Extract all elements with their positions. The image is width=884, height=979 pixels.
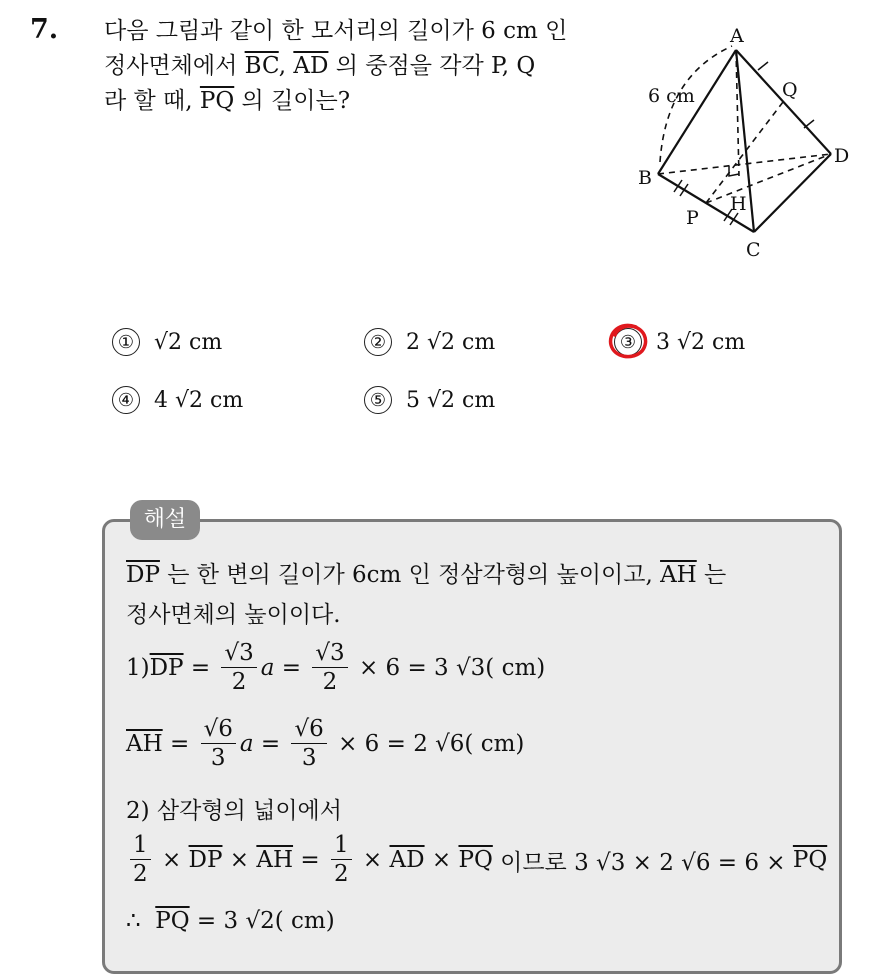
text-segment: × 6 = 2 √6( cm) <box>330 731 525 757</box>
text-segment: 의 중점을 각각 P, Q <box>328 53 536 79</box>
numerator: √3 <box>312 642 347 668</box>
text-segment: 는 한 변의 길이가 6cm 인 정삼각형의 높이이고, <box>159 562 661 588</box>
choice-number: ③ <box>614 328 642 356</box>
tick-bp-2 <box>680 184 688 196</box>
tick-aq <box>758 62 768 70</box>
edge-bd-hidden <box>658 154 831 174</box>
question-number: 7. <box>30 14 59 45</box>
text-segment: × <box>355 847 390 873</box>
solution-line-7 <box>126 908 335 934</box>
numerator: √6 <box>201 718 236 744</box>
question-text <box>104 14 614 119</box>
text-segment: , <box>278 53 294 79</box>
solution-tag: 해설 <box>130 500 200 540</box>
choice-number: ① <box>112 328 140 356</box>
choice-number: ④ <box>112 386 140 414</box>
text-segment: 의 길이는? <box>234 88 351 114</box>
choice-5[interactable] <box>364 386 495 414</box>
choice-text: √2 cm <box>154 329 223 355</box>
tetrahedron-figure <box>626 16 866 272</box>
question-line-3 <box>104 84 614 119</box>
segment-ah: $\overline{AH}$ <box>256 847 294 873</box>
text-segment: 는 <box>696 562 727 588</box>
text-segment: a = <box>260 655 309 681</box>
text-segment: × 6 = 3 √3( cm) <box>351 655 546 681</box>
segment-pq: $\overline{PQ}$ <box>792 847 828 873</box>
denominator: 3 <box>210 745 226 771</box>
text-segment: × <box>424 847 459 873</box>
fraction <box>221 642 256 694</box>
segment-pq: $\overline{PQ}$ <box>458 847 493 873</box>
tick-qd <box>804 120 814 128</box>
text-segment: = <box>162 731 197 757</box>
label-q: Q <box>782 79 798 101</box>
segment-bc: $\overline{BC}$ <box>244 53 279 79</box>
label-a: A <box>730 25 744 47</box>
tick-bp-1 <box>674 180 682 192</box>
choice-text: 2 √2 cm <box>406 329 496 355</box>
choice-text: 4 √2 cm <box>154 387 244 413</box>
label-b: B <box>638 167 652 189</box>
therefore-symbol: ∴ <box>126 908 156 934</box>
segment-pq: $\overline{PQ}$ <box>155 908 190 934</box>
choice-2[interactable] <box>364 328 495 356</box>
text-segment: 1) <box>126 655 150 681</box>
denominator: 3 <box>301 745 317 771</box>
solution-line-2: 정사면체의 높이이다. <box>126 602 341 628</box>
text-segment: = 3 √2( cm) <box>189 908 335 934</box>
choice-number: ⑤ <box>364 386 392 414</box>
choice-text: 5 √2 cm <box>406 387 496 413</box>
solution-line-4 <box>126 718 524 770</box>
choice-text: 3 √2 cm <box>656 329 746 355</box>
fraction <box>291 718 326 770</box>
edge-ab <box>658 50 736 174</box>
line-pq <box>706 102 783 203</box>
segment-dp: $\overline{DP}$ <box>126 562 160 588</box>
choice-3-selected[interactable] <box>614 328 884 356</box>
fraction <box>312 642 347 694</box>
fraction <box>201 718 236 770</box>
question-line-2 <box>104 49 614 84</box>
denominator: 2 <box>133 861 148 887</box>
text-segment: × <box>154 847 189 873</box>
text-segment: = <box>183 655 218 681</box>
text-segment: a = <box>239 731 288 757</box>
segment-ad: $\overline{AD}$ <box>293 53 329 79</box>
segment-pq: $\overline{PQ}$ <box>199 88 235 114</box>
edge-cd <box>754 154 831 232</box>
solution-line-1 <box>126 556 726 589</box>
choice-number: ② <box>364 328 392 356</box>
label-edge-length: 6 cm <box>648 85 695 107</box>
label-d: D <box>834 145 850 167</box>
choice-4[interactable] <box>112 386 243 414</box>
segment-dp: $\overline{DP}$ <box>188 847 223 873</box>
denominator: 2 <box>333 861 349 887</box>
text-segment: 정사면체에서 <box>104 53 245 79</box>
solution-line-3 <box>126 642 545 694</box>
solution-line-5: 2) 삼각형의 넓이에서 <box>126 798 342 824</box>
label-c: C <box>746 239 761 261</box>
numerator: √3 <box>221 642 256 668</box>
question-line-1: 다음 그림과 같이 한 모서리의 길이가 6 cm 인 <box>104 18 568 44</box>
segment-dp: $\overline{DP}$ <box>149 655 184 681</box>
text-segment: 라 할 때, <box>104 88 200 114</box>
choice-1[interactable] <box>112 328 222 356</box>
numerator: 1 <box>130 834 151 860</box>
segment-ad: $\overline{AD}$ <box>389 847 425 873</box>
edge-ad <box>736 50 831 154</box>
fraction <box>130 834 151 886</box>
denominator: 2 <box>322 669 338 695</box>
segment-ah: $\overline{AH}$ <box>660 562 697 588</box>
text-segment: × <box>222 847 257 873</box>
text-segment: 이므로 3 √3 × 2 √6 = 6 × <box>492 849 793 876</box>
label-h: H <box>730 193 747 215</box>
numerator: 1 <box>331 834 352 860</box>
label-p: P <box>686 207 699 229</box>
solution-line-6 <box>126 834 827 886</box>
denominator: 2 <box>231 669 247 695</box>
numerator: √6 <box>291 718 326 744</box>
segment-ah: $\overline{AH}$ <box>126 731 163 757</box>
text-segment: = <box>293 847 327 873</box>
fraction <box>331 834 352 886</box>
